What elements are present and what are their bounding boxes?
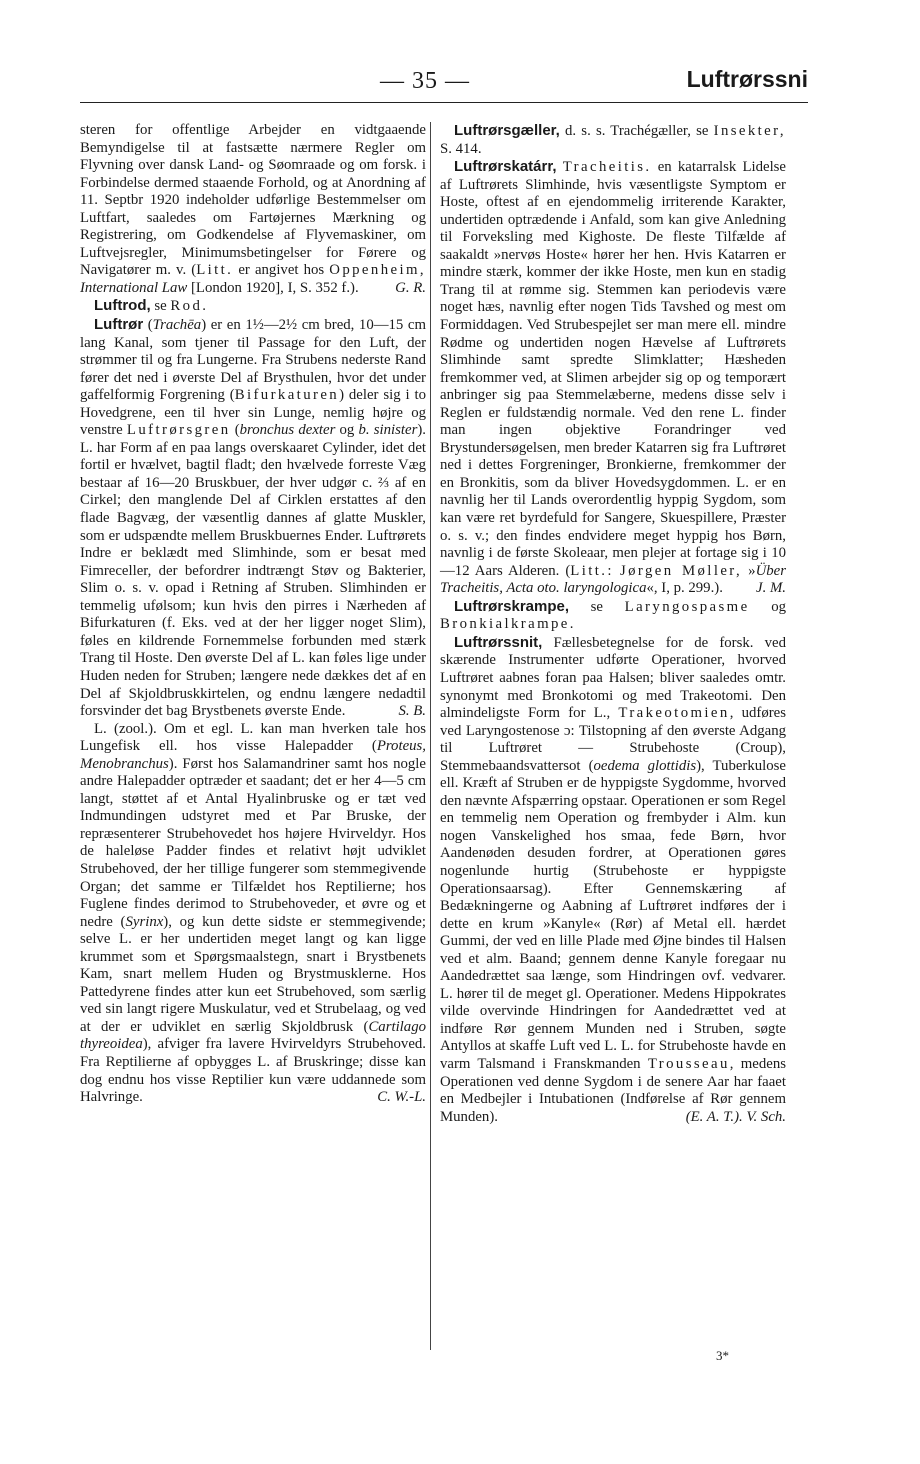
litt-label: Litt.: [570,562,614,579]
running-head: Luftrørssni [686,66,808,92]
left-column [80,122,426,1107]
entry-continuation: steren for offentlige Arbejder en vidtgaaende Bemyndigelse til at fastsætte nærmere Regler om Flyvning over dansk Land- og Søomraade og om forsk. i Forbindelse dermed staaende Forhold, og at Anordning af 11. Septbr 1920 indeholder udførlige Bestemmelser om Luftfart, saaledes om Fartøjernes Mærkning og Registrering, om Godkendelse af Flyvemaskiner, om Luftvejsregler, Minimumsbetingelser for Førere og Navigatører m. v. (Litt. er angivet hos Oppenheim, International Law [London 1920], I, S. 352 f.). G. R. [80,122,426,296]
author-signature: S. B. [398,703,426,720]
author-signature: J. M. [756,580,786,597]
cited-work: Über Tracheitis, Acta oto. laryngologica [440,562,786,597]
headword: Luftrod, [94,297,151,315]
entry-luftrorssnit: Luftrørssnit, Fællesbetegnelse for de forsk. ved skærende Instrumenter udførte Operationer, hvorved Luftrøret aabnes foran paa Halsen; bliver saaledes omtr. synonymt med Bronkotomi og med Trakeotomi. Den almindeligste Form for L., Trakeotomien, udføres ved Laryngostenose ɔ: Tilstopning af den øverste Adgang til Luftrøret — Strubehoste (Croup), Stemmebaandsvattersot (oedema glottidis), Tuberkulose ell. Kræft af Struben er de hyppigste Sygdomme, hvorved den nævnte Afspærring opstaar. Operationen er som Regel en temmelig nem Operation og frembyder i Alm. kun nogen Vanskelighed hos smaa, fede Børn, hvor Aandenøden desuden fordrer, at Operationen gøres nogenlunde hurtig (Strubehoste er hyppigste Operationsaarsag). Efter Gennemskæring af Bedækningerne og Aabning af Luftrøret indføres der i dette en krum »Kanyle« (Rør) af Metal ell. hærdet Gummi, der ved en lille Plade med Øjne bindes til Halsen ved et alm. Baand; gennem denne Kanyle foregaar nu Aandedrættet saa længe, som Hindringen ovf. vedvarer. L. hører til de meget gl. Operationer. Medens Hippokrates vilde overvinde Hindringen for Aandedrættet ved at indføre Rør gennem Munden ned i Struben, søgte Antyllos at skaffe Luft ved L. L. for Strubehoste havde en varm Talsmand i Franskmanden Trousseau, medens Operationen ved denne Sygdom i de senere Aar har faaet en Medbejler i Intubationen (Indførelse af Rør gennem Munden). (E. A. T.). V. Sch. [440,633,787,1125]
entry-luftrorskatarr: Luftrørskatárr, Tracheitis. en katarralsk Lidelse af Luftrørets Slimhinde, hvis væsentligste Symptom er Hoste, oftest af en ejendommelig irriterende Karakter, undertiden optrædende i Anfald, som kan give Anledning til Forveksling med Kighoste. De fleste Tilfælde af saakaldt »nervøs Hoste« hører her hen. Hvis Katarren er mindre stærk, kommer der ikke Hoste, men kun en stadig Trang til at rømme sig. Stemmen kan periodevis være noget hæs, navnlig efter nogen Tids Tavshed og mest om Formiddagen. Ved Strubespejlet ser man mere ell. mindre Rødme og undertiden nogen Hævelse af Luftrørets Slimhinde samt spredte Slimklatter; Hæsheden fremkommer ved, at Slimen arbejder sig op og temporært anbringer sig paa Stemmelæberne, medens disse selv i Reglen er fuldstændig normale. Ved den rene L. finder man ingen objektive Forandringer ved Brystundersøgelsen, men breder Katarren sig fra Luftrøret ned i dettes Forgreninger, Bronkierne, fremkommer der en Bronkitis, som da bliver Hovedsygdommen. L. er en navnlig her til Lands overordentlig hyppig Sygdom, som kan være ret byrdefuld for Sangere, Skuespillere, Præster o. s. v.; den findes endvidere meget hyppig hos Børn, navnlig i de første Skoleaar, men plejer at fortage sig i 10—12 Aars Alderen. (Litt.: Jørgen Møller, »Über Tracheitis, Acta oto. laryngologica«, I, p. 299.). J. M. [440,158,787,597]
page-number: — 35 — [380,68,470,94]
signature-mark: 3* [716,1348,729,1363]
column-divider [430,122,431,1350]
cited-author: Oppenheim, [329,262,426,279]
cross-reference: Insekter, [713,123,786,139]
headword: Luftrør [94,316,144,334]
right-column [440,122,786,1126]
entry-luftrorsgaeller: Luftrørsgæller, d. s. s. Trachégæller, se Insekter, S. 414. [440,122,786,157]
entry-luftrorskrampe: Luftrørskrampe, se Laryngospasme og Bronkialkrampe. [440,597,786,633]
cross-reference: Bronkialkrampe. [440,616,576,633]
headword: Luftrørssnit, [454,633,543,651]
author-signature: C. W.-L. [377,1089,426,1106]
entry-luftror: Luftrør (Trachēa) er en 1½—2½ cm bred, 10—15 cm lang Kanal, som tjener til Passage for den Luft, der strømmer til og fra Lungerne. Fra Strubens nederste Rand fører det ned i øverste Del af Brysthulen, hvor det under gaffelformig Forgrening (Bifurkaturen) deler sig i to Hovedgrene, een til hver sin Lunge, nemlig højre og venstre Luftrørsgren (bronchus dexter og b. sinister). L. har Form af en paa langs overskaaret Cylinder, idet det fortil er hvælvet, bagtil fladt; den hvælvede forreste Væg bestaar af 16—20 Bruskbuer, der hver udgør c. ⅔ af en Cirkel; den manglende Del af Cirklen erstattes af den flade Bagvæg, der væsentlig dannes af glatte Muskler, som er udspændte mellem Bruskbuernes Ender. Luftrørets Indre er beklædt med Slimhinde, som er besat med Fimreceller, der befordrer indtrængt Støv og Bakterier, Slim o. s. v. opad i Retning af Struben. Slimhinden er temmelig ufølsom; kun hvis den pirres i Nærheden af Bifurkaturen (f. Eks. ved at der her ligger noget Slim), føles en kildrende Fornemmelse forbunden med stærk Trang til Hoste. Den øverste Del af L. kan føles lige under Huden neden for Struben; længere nede dækkes det af en Del af Skjoldbruskkirtelen, og endnu længere nedadtil forsvinder det bag Brystbenets øverste Ende. S. B. [80,316,426,720]
entry-luftror-zool: L. (zool.). Om et egl. L. kan man hverken tale hos Lungefisk ell. hos visse Halepadder (Proteus, Menobranchus). Først hos Salamandriner samt hos nogle andre Halepadder optræder et saadant; det er her 4—5 cm langt, støttet af et Antal Hyalinbruske og er tæt ved Indmundingen udstyret med et Par Bruske, der repræsenterer Strubehovedet hos højere Hvirveldyr. Hos de haleløse Padder findes et relativt højt udviklet Strubehoved, der her tillige fungerer som stemmegivende Organ; det samme er Tilfældet hos Reptilierne; hos Fuglene findes derimod to Strubehoveder, et øvre og et nedre (Syrinx), og kun dette sidste er stemmegivende; selve L. er her undertiden meget langt og kan ligge krummet som et Spørgsmaalstegn, snart i Brystbenets Kam, snart mellem Huden og Brystmusklerne. Hos Pattedyrene findes atter kun eet Strubehoved, som særlig ved sin langt rigere Muskulatur, ved et Strubelaag, og ved at der er udviklet en særlig Skjoldbrusk (Cartilago thyreoidea), afviger fra lavere Hvirveldyrs Strubehoved. Fra Reptilierne af opbygges L. af Bruskringe; disse kan dog endnu hos visse Reptilier kun være uddannede som Halvringe. C. W.-L. [80,720,426,1106]
cited-work: International Law [80,279,188,296]
cited-author: Jørgen Møller, [619,562,743,579]
header-rule [80,102,808,103]
author-signature: (E. A. T.). V. Sch. [685,1108,786,1125]
cross-reference: Laryngospasme [624,598,750,615]
headword: Luftrørskrampe, [454,597,570,615]
entry-luftrod: Luftrod, se Rod. [94,297,209,315]
headword: Luftrørsgæller, [454,122,560,139]
litt-label: Litt. [196,262,234,279]
author-signature: G. R. [395,279,426,296]
headword: Luftrørskatárr, [454,158,557,176]
cross-reference: Rod. [170,298,209,315]
